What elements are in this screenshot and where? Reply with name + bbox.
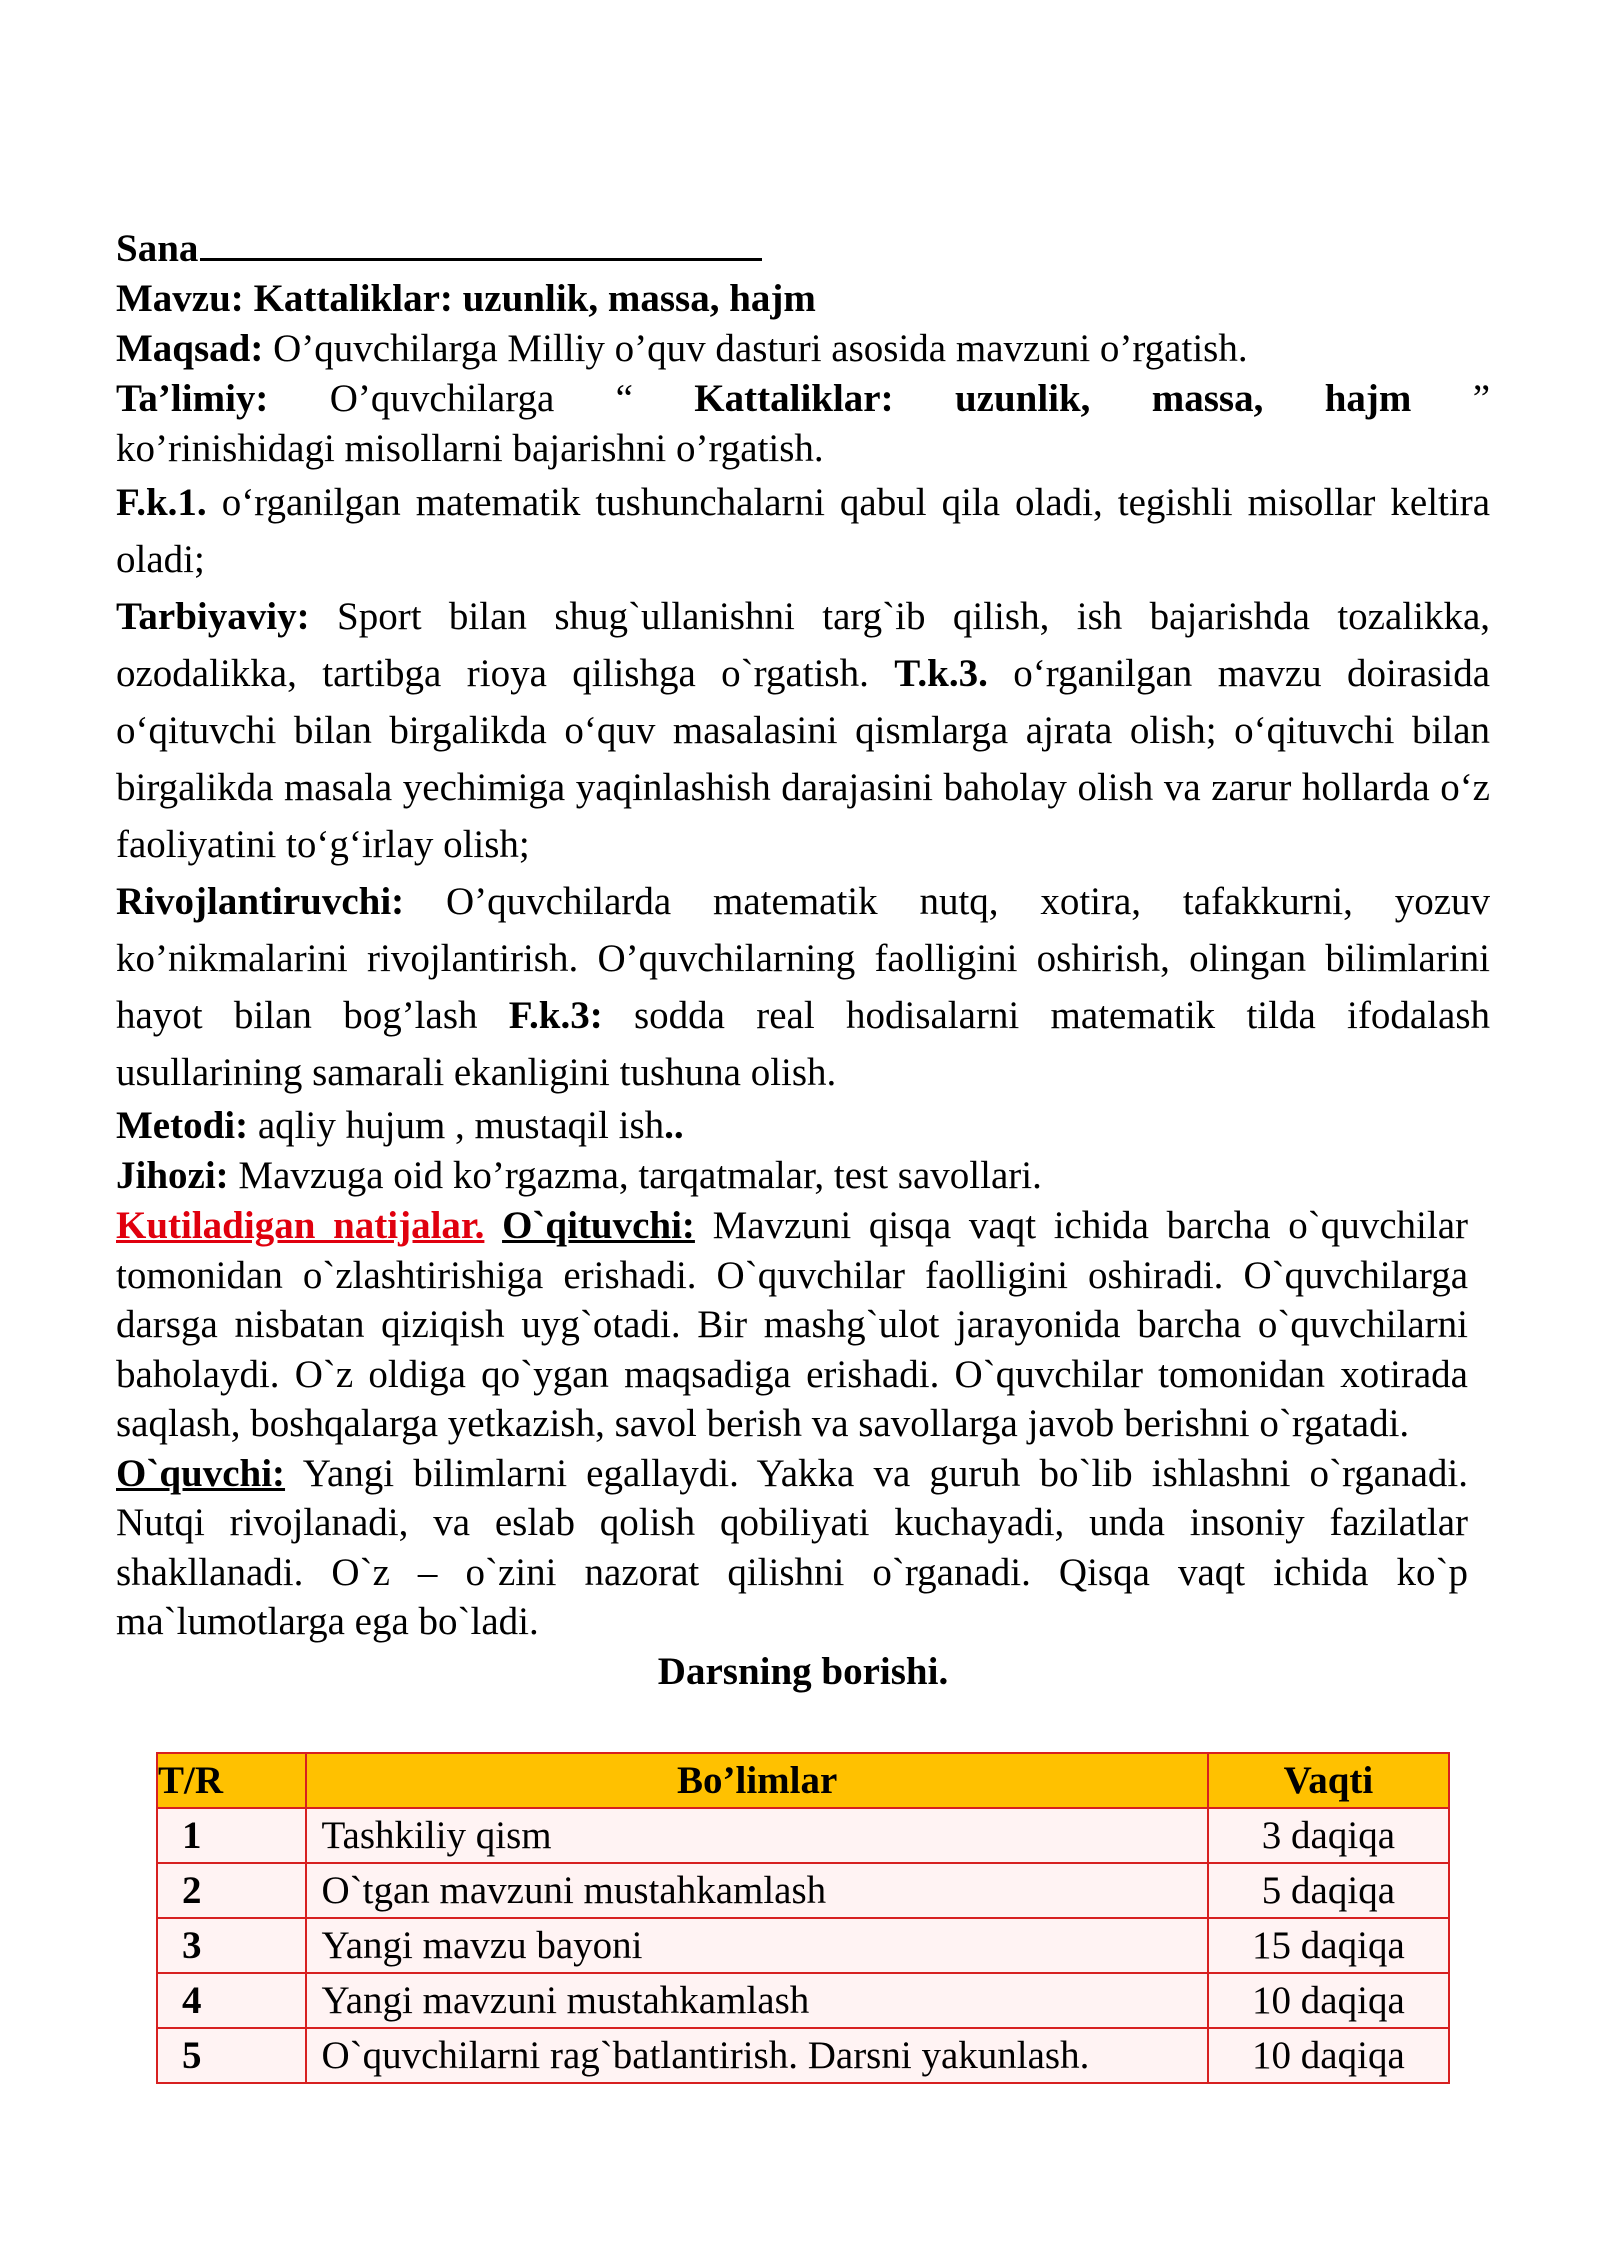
- talimiy-line2: ko’rinishidagi misollarni bajarishni o’rgatish.: [116, 427, 824, 470]
- row-time: 3 daqiqa: [1208, 1808, 1449, 1863]
- methods-block: [116, 1101, 1490, 1201]
- header-time: Vaqti: [1208, 1753, 1449, 1808]
- row-number: 5: [157, 2028, 306, 2083]
- mavzu-text: Kattaliklar: uzunlik, massa, hajm: [253, 277, 816, 320]
- rivojlantiruvchi-text: O’quvchilarda matematik nutq, xotira, tafakkurni, yozuv ko’nikmalarini rivojlantirish. O’quvchilarning faolligini oshirish, olingan bilimlarini hayot bilan bog’lash: [116, 880, 1490, 1037]
- teacher-text: Mavzuni qisqa vaqt ichida barcha o`quvchilar tomonidan o`zlashtirishiga erishadi. O`quvchilar faolligini oshiradi. O`quvchilarga darsga nisbatan qiziqish uyg`otadi. Bir mashg`ulot jarayonida barcha o`quvchilarni baholaydi. O`z oldiga qo`ygan maqsadiga erishadi. O`quvchilar tomonidan xotirada saqlash, boshqalarga yetkazish, savol berish va savollarga javob berishni o`rgatadi.: [116, 1204, 1469, 1445]
- table-row: [157, 1863, 1449, 1918]
- rivojlantiruvchi-label: Rivojlantiruvchi:: [116, 880, 405, 923]
- talimiy-line: [116, 374, 1490, 424]
- fk1-label: F.k.1.: [116, 481, 207, 524]
- table-row: [157, 2028, 1449, 2083]
- row-time: 10 daqiqa: [1208, 2028, 1449, 2083]
- sana-line: [116, 222, 1490, 274]
- row-number: 1: [157, 1808, 306, 1863]
- student-label: O`quvchi:: [116, 1451, 286, 1495]
- fk3-label: F.k.3:: [508, 994, 603, 1037]
- lesson-schedule-table: [156, 1752, 1450, 2084]
- maqsad-text: O’quvchilarga Milliy o’quv dasturi asosida mavzuni o’rgatish.: [273, 327, 1248, 370]
- table-row: [157, 1808, 1449, 1863]
- maqsad-line: [116, 324, 1490, 374]
- row-number: 2: [157, 1863, 306, 1918]
- objectives-block: [116, 474, 1490, 1101]
- tarbiyaviy-text: Sport bilan shug`ullanishni targ`ib qilish, ish bajarishda tozalikka, ozodalikka, tartibga rioya qilishga o`rgatish.: [116, 595, 1491, 695]
- jihozi-text: Mavzuga oid ko’rgazma, tarqatmalar, test savollari.: [238, 1154, 1042, 1197]
- row-time: 5 daqiqa: [1208, 1863, 1449, 1918]
- date-blank: [200, 222, 762, 261]
- mavzu-label: Mavzu:: [116, 277, 244, 320]
- metodi-text: aqliy hujum , mustaqil ish: [257, 1104, 665, 1147]
- student-outcomes-paragraph: [116, 1449, 1468, 1647]
- talimiy-label: Ta’limiy:: [116, 377, 269, 420]
- table-header-row: [157, 1753, 1449, 1808]
- tk3-label: T.k.3.: [894, 652, 988, 695]
- row-section: O`quvchilarni rag`batlantirish. Darsni yakunlash.: [306, 2028, 1207, 2083]
- metodi-label: Metodi:: [116, 1104, 249, 1147]
- row-section: Yangi mavzuni mustahkamlash: [306, 1973, 1207, 2028]
- fk3-text: sodda real hodisalarni matematik tilda ifodalash usullarining samarali ekanligini tushuna olish.: [116, 994, 1490, 1094]
- teacher-label: O`qituvchi:: [502, 1204, 695, 1247]
- talimiy-topic: Kattaliklar: uzunlik, massa, hajm: [694, 377, 1412, 420]
- maqsad-label: Maqsad:: [116, 327, 264, 370]
- tarbiyaviy-paragraph: [116, 588, 1490, 873]
- jihozi-label: Jihozi:: [116, 1154, 229, 1197]
- row-section: Tashkiliy qism: [306, 1808, 1207, 1863]
- lesson-plan-page: [116, 222, 1490, 1696]
- header-tr: T/R: [157, 1753, 306, 1808]
- fk1-text: o‘rganilgan matematik tushunchalarni qabul qila oladi, tegishli misollar keltira oladi;: [116, 481, 1491, 581]
- table-row: [157, 1918, 1449, 1973]
- row-time: 10 daqiqa: [1208, 1973, 1449, 2028]
- metodi-tail: ..: [664, 1104, 684, 1147]
- talimiy-quote-open: “: [615, 377, 633, 420]
- teacher-outcomes-paragraph: [116, 1201, 1468, 1449]
- mavzu-line: [116, 274, 1490, 324]
- jihozi-line: [116, 1151, 1490, 1201]
- metodi-line: [116, 1101, 1490, 1151]
- table-row: [157, 1973, 1449, 2028]
- row-section: Yangi mavzu bayoni: [306, 1918, 1207, 1973]
- row-number: 3: [157, 1918, 306, 1973]
- student-text: Yangi bilimlarni egallaydi. Yakka va guruh bo`lib ishlashni o`rganadi. Nutqi rivojlanadi, va eslab qolish qobiliyati kuchayadi, unda insoniy fazilatlar shakllanadi. O`z – o`zini nazorat qilishni o`rganadi. Qisqa vaqt ichida ko`p ma`lumotlarga ega bo`ladi.: [116, 1451, 1468, 1643]
- tarbiyaviy-label: Tarbiyaviy:: [116, 595, 310, 638]
- row-number: 4: [157, 1973, 306, 2028]
- outcomes-block: [116, 1201, 1468, 1696]
- header-sections: Bo’limlar: [306, 1753, 1207, 1808]
- kutiladigan-heading: Kutiladigan natijalar.: [116, 1204, 485, 1247]
- fk1-paragraph: [116, 474, 1490, 588]
- row-time: 15 daqiqa: [1208, 1918, 1449, 1973]
- talimiy-pre: O’quvchilarga: [329, 377, 555, 420]
- tk3-text: o‘rganilgan mavzu doirasida o‘qituvchi bilan birgalikda o‘quv masalasini qismlarga ajrata olish; o‘qituvchi bilan birgalikda masala yechimiga yaqinlashish darajasini baholay olish va zarur hollarda o‘z faoliyatini to‘g‘irlay olish;: [116, 652, 1490, 866]
- darsning-borishi-title: Darsning borishi.: [657, 1649, 949, 1693]
- sana-label: Sana: [116, 227, 199, 270]
- row-section: O`tgan mavzuni mustahkamlash: [306, 1863, 1207, 1918]
- talimiy-quote-close: ”: [1472, 377, 1491, 420]
- header-block: [116, 222, 1490, 474]
- rivojlantiruvchi-paragraph: [116, 873, 1490, 1101]
